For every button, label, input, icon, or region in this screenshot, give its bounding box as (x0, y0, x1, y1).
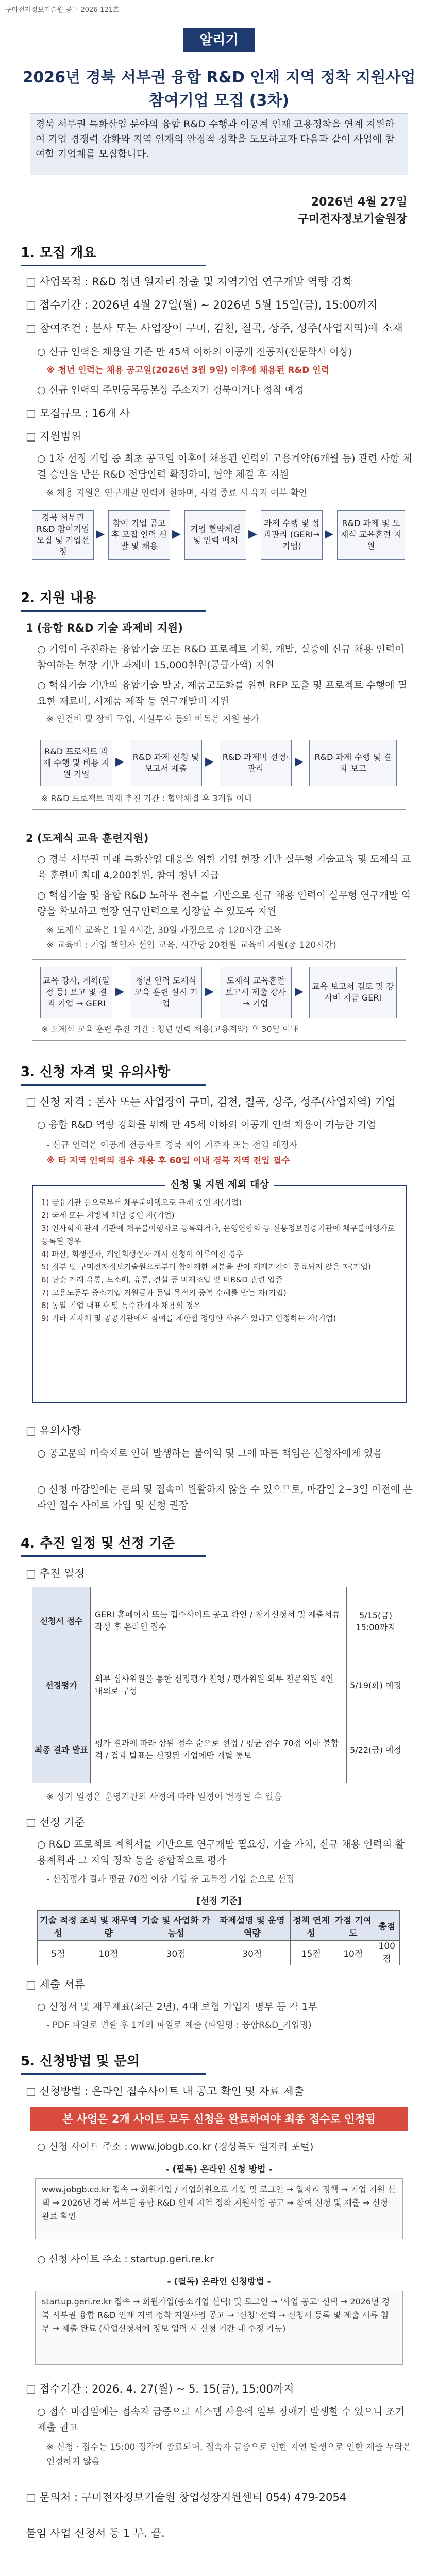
section-1-header (21, 242, 206, 266)
site2-guide-box: startup.geri.re.kr 접속 → 회원가입(중소기업 선택) 및 로그인 → '사업 공고' 선택 → 2026년 경북 서부권 융합 R&D 인재 지역 정착 지원사업 공고 → '신청' 선택 → 신청서 등록 및 제출 서류 첨부 → 제출 완료 (사업신청서에 정보 입력 시 신청 기간 내 수정 가능) (35, 2291, 403, 2365)
criteria-title: 선정 기준 (39, 1816, 85, 1828)
criteria-header: 기술 및 사업화 가능성 (138, 1911, 214, 1941)
schedule-date: 5/15(금) 15:00까지 (347, 1587, 405, 1654)
period-note: 접수 마감일에는 접속자 급증으로 시스템 사용에 일부 장애가 발생할 수 있으니 조기 제출 권고 (37, 2406, 405, 2433)
submit-detail: - PDF 파일로 변환 후 1개의 파일로 제출 (파일명 : 융합R&D_기업명) (46, 2020, 312, 2030)
flow-note: ※ R&D 프로젝트 과제 추진 기간 : 협약체결 후 3개월 이내 (41, 793, 252, 803)
arrow-right-icon: ▶ (96, 528, 105, 540)
flow-step: 도제식 교육훈련 보고서 제출 강사 → 기업 (220, 967, 292, 1018)
criteria-value: 10점 (332, 1941, 374, 1965)
list-item: □ 유의사항 (26, 1425, 81, 1437)
list-item (46, 2019, 413, 2032)
flow-step: 과제 수행 및 성과관리 (GERI→기업) (261, 510, 323, 560)
criteria-text: R&D 프로젝트 계획서를 기반으로 연구개발 필요성, 기술 가치, 신규 채용 인력의 활용계획과 그 지역 정착 등을 종합적으로 평가 (37, 1839, 405, 1866)
notice-banner: 본 사업은 2개 사이트 모두 신청을 완료하여야 최종 접수로 인정됨 (30, 2107, 408, 2131)
flow-step: R&D 프로젝트 과제 수행 및 비용 지원 기업 (40, 740, 112, 786)
flow-step: R&D 과제 신청 및 보고서 제출 (130, 740, 202, 786)
condition-note: ※ 청년 인력는 채용 공고일(2026년 3월 9일) 이후에 채용된 R&D 인력 (46, 365, 330, 376)
scale-text: 모집규모 : 16개 사 (39, 407, 130, 419)
list-item: ○ 핵심기술 및 융합 R&D 노하우 전수를 기반으로 신규 채용 인력이 실무형 연구개발 역량을 확보하고 현장 연구인력으로 성장할 수 있도록 지원 (37, 890, 411, 917)
list-item: □ 접수기간 : 2026년 4월 27일(월) ~ 2026년 5월 15일(금), 15:00까지 (26, 299, 378, 311)
page-subtitle: 참여기업 모집 (3차) (148, 92, 290, 110)
schedule-title: 추진 일정 (39, 1567, 85, 1580)
list-item (46, 713, 413, 726)
arrow-right-icon: ▶ (172, 528, 181, 540)
criteria-header: 과제설명 및 운영 역량 (214, 1911, 290, 1941)
eligibility-rnd: 융합 R&D 역량 강화를 위해 만 45세 이하의 이공계 인력 채용이 가능한 기업 (48, 1119, 376, 1130)
site2-caption: - (필독) 온라인 신청방법 - (167, 2277, 271, 2287)
training-note-1: ※ 도제식 교육은 1일 4시간, 30일 과정으로 총 120시간 교육 (46, 925, 282, 936)
note-2: 신청 마감일에는 문의 및 접속이 원활하지 않을 수 있으므로, 마감일 2~3일 이전에 온라인 접수 사이트 가입 및 신청 권장 (37, 1484, 413, 1511)
schedule-table (32, 1587, 405, 1783)
arrow-right-icon: ▶ (205, 755, 214, 768)
criteria-value: 100점 (374, 1941, 400, 1965)
schedule-date: 5/22(금) 예정 (347, 1716, 405, 1783)
eligibility-major: - 신규 인력은 이공계 전공자로 경북 지역 거주자 또는 전입 예정자 (46, 1140, 298, 1150)
list-item: □ 신청 자격 : 본사 또는 사업장이 구미, 김천, 칠곡, 상주, 성주(사업지역) 기업 (26, 1096, 396, 1108)
criteria-value: 30점 (138, 1941, 214, 1965)
submit-text: 신청서 및 재무제표(최근 2년), 4대 보험 가입자 명부 등 각 1부 (48, 2001, 317, 2012)
flow-step: R&D 과제 수행 및 결과 보고 (309, 740, 397, 786)
training-note-2: ※ 교육비 : 기업 책임자 선임 교육, 시간당 20천원 교육비 지원(총 120시간) (46, 940, 336, 951)
section-5-header (21, 2050, 206, 2075)
list-item: □ 제출 서류 (26, 1978, 85, 1991)
flow-step: 기업 협약체결 및 인력 배치 (184, 510, 246, 560)
list-item: ○ 신청 사이트 주소 : startup.geri.re.kr (37, 2253, 214, 2265)
section-3-header (21, 1061, 206, 1086)
site1-link[interactable]: 신청 사이트 주소 : www.jobgb.co.kr (경상북도 일자리 포털) (48, 2141, 314, 2153)
schedule-desc: GERI 홈페이지 또는 접수사이트 공고 확인 / 참가신청서 및 제출서류 작성 후 온라인 접수 (91, 1587, 347, 1654)
arrow-right-icon: ▶ (295, 985, 304, 998)
schedule-step: 선정평가 (32, 1654, 91, 1716)
training-support-detail: 핵심기술 및 융합 R&D 노하우 전수를 기반으로 신규 채용 인력이 실무형 연구개발 역량을 확보하고 현장 연구인력으로 성장할 수 있도록 지원 (37, 890, 411, 917)
criteria-header: 정책 연계성 (290, 1911, 332, 1941)
table-row (32, 1654, 405, 1716)
flow-step: 교육 강사, 계획(일정 등) 보고 및 결과 기업 → GERI (40, 967, 112, 1018)
list-item: 6) 단순 거래 유통, 도소매, 유통, 건설 등 비제조업 및 비R&D 관련 업종 (41, 1275, 283, 1284)
flow-step: 교육 보고서 검토 및 강사비 지급 GERI (309, 967, 397, 1018)
support-scope: 지원범위 (39, 430, 81, 443)
list-item: ○ 융합 R&D 역량 강화를 위해 만 45세 이하의 이공계 인력 채용이 가능한 기업 (37, 1119, 376, 1130)
criteria-header: 기술 적정성 (38, 1911, 79, 1941)
submit-title: 제출 서류 (39, 1978, 85, 1991)
list-item (46, 486, 413, 500)
purpose-text: 사업목적 : R&D 청년 일자리 창출 및 지역기업 연구개발 역량 강화 (39, 276, 353, 288)
arrow-right-icon: ▶ (115, 985, 124, 998)
criteria-header: 조직 및 재무역량 (79, 1911, 138, 1941)
eligibility-text: 신청 자격 : 본사 또는 사업장이 구미, 김천, 칠곡, 상주, 성주(사업지역) 기업 (39, 1096, 396, 1108)
list-item: ○ 신청서 및 재무제표(최근 2년), 4대 보험 가입자 명부 등 각 1부 (37, 2001, 317, 2012)
subsection-title: 2 (도제식 교육 훈련지원) (26, 832, 149, 844)
flow-note: ※ 도제식 교육 훈련 추진 기간 : 청년 인력 채용(고용계약) 후 30일 이내 (41, 1024, 299, 1034)
announcement-number: 구미전자정보기술원 공고 2026-121호 (5, 6, 120, 14)
section-2-title: 2. 지원 내용 (21, 590, 96, 606)
eligibility-note: ※ 타 지역 인력의 경우 채용 후 60일 이내 경북 지역 전입 필수 (46, 1156, 290, 1166)
exclusion-box (32, 1179, 407, 1403)
list-item: □ 지원범위 (26, 430, 81, 443)
list-item: ○ R&D 프로젝트 계획서를 기반으로 연구개발 필요성, 기술 가치, 신규 채용 인력의 활용계획과 그 지역 정착 등을 종합적으로 평가 (37, 1839, 405, 1866)
list-item (46, 2440, 413, 2469)
list-item: ○ 신규 인력은 채용일 기준 만 45세 이하의 이공계 전공자(전문학사 이상) (37, 346, 352, 358)
list-item: ○ 공고문의 미숙지로 인해 발생하는 불이익 및 그에 따른 책임은 신청자에게 있음 (37, 1448, 383, 1459)
announcing-organization: 구미전자정보기술원장 (297, 213, 407, 226)
criteria-table (37, 1910, 400, 1965)
page-title: 2026년 경북 서부권 융합 R&D 인재 지역 정착 지원사업 (22, 69, 416, 87)
section-3-title: 3. 신청 자격 및 유의사항 (21, 1064, 171, 1080)
list-item: 9) 기타 지자체 및 공공기관에서 참여를 제한할 정당한 사유가 있다고 인정하는 자(기업) (41, 1314, 336, 1323)
arrow-right-icon: ▶ (325, 528, 333, 540)
subsection-title: 1 (융합 R&D 기술 과제비 지원) (26, 622, 183, 634)
support-scope-note: ※ 채용 지원은 연구개발 인력에 한하며, 사업 종료 시 유지 여부 확인 (46, 488, 308, 498)
list-item (46, 1154, 413, 1168)
method-text: 신청방법 : 온라인 접수사이트 내 공고 확인 및 자료 제출 (39, 2085, 304, 2097)
section-5-title: 5. 신청방법 및 문의 (21, 2054, 140, 2069)
condition-age: 신규 인력은 채용일 기준 만 45세 이하의 이공계 전공자(전문학사 이상) (48, 346, 352, 358)
list-item: □ 참여조건 : 본사 또는 사업장이 구미, 김천, 칠곡, 상주, 성주(사업지역)에 소재 (26, 322, 403, 334)
list-item: ○ 경북 서부권 미래 특화산업 대응을 위한 기업 현장 기반 실무형 기술교육 및 도제식 교육 훈련비 최대 4,200천원, 참여 청년 지급 (37, 854, 411, 881)
table-row (38, 1911, 400, 1941)
flow-step: R&D 과제 및 도제식 교육훈련 지원 (337, 510, 405, 560)
table-row (32, 1587, 405, 1654)
site1-caption: - (필독) 온라인 신청 방법 - (165, 2164, 273, 2175)
list-item: 7) 고용노동부 중소기업 지원금과 동일 목적의 중복 수혜를 받는 자(기업) (41, 1288, 287, 1297)
arrow-right-icon: ▶ (248, 528, 257, 540)
schedule-desc: 외부 심사위원을 통한 선정평가 진행 / 평가위원 외부 전문위원 4인 내외로 구성 (91, 1654, 347, 1716)
list-item: □ 모집규모 : 16개 사 (26, 407, 130, 419)
criteria-value: 30점 (214, 1941, 290, 1965)
exclusion-list (41, 1196, 398, 1325)
criteria-value: 10점 (79, 1941, 138, 1965)
list-item: ○ 접수 마감일에는 접속자 급증으로 시스템 사용에 일부 장애가 발생할 수 있으니 조기 제출 권고 (37, 2406, 405, 2433)
criteria-header: 총점 (374, 1911, 400, 1941)
section-4-header (21, 1533, 206, 1557)
list-item (46, 1139, 413, 1153)
criteria-detail: - 선정평가 결과 평균 70점 이상 기업 중 고득점 기업 순으로 선정 (46, 1874, 295, 1885)
intro-box: 경북 서부권 특화산업 분야의 융합 R&D 수행과 이공계 인재 고용정착을 연계 지원하여 기업 경쟁력 강화와 지역 인재의 안정적 정착을 도모하고자 다음과 같이 사업에 참여할 기업체를 모집합니다. (30, 113, 408, 175)
exclusion-box-title-wrap (33, 1177, 406, 1191)
flow-step: R&D 과제비 선정·관리 (220, 740, 292, 786)
rnd-support-detail: 핵심기술 기반의 융합기술 발굴, 제품고도화를 위한 RFP 도출 및 프로젝트 수행에 필요한 재료비, 시제품 제작 등 연구개발비 지원 (37, 680, 408, 707)
list-item: ○ 신청 사이트 주소 : www.jobgb.co.kr (경상북도 일자리 포털) (37, 2141, 314, 2153)
attachment-text: 붙임 사업 신청서 등 1 부. 끝. (26, 2527, 165, 2539)
list-item: □ 사업목적 : R&D 청년 일자리 창출 및 지역기업 연구개발 역량 강화 (26, 276, 353, 288)
list-item (46, 924, 413, 938)
list-item: 5) 정부 및 구미전자정보기술원으로부터 참여제한 처분을 받아 제재기간이 종료되지 않은 자(기업) (41, 1262, 371, 1272)
list-item: □ 접수기간 : 2026. 4. 27(월) ~ 5. 15(금), 15:00까지 (26, 2383, 294, 2395)
arrow-right-icon: ▶ (205, 985, 214, 998)
flow-step: 청년 인력 도제식 교육 훈련 실시 기업 (130, 967, 202, 1018)
notice-badge: 알리기 (183, 28, 255, 52)
list-item: ○ 기업이 추진하는 융합기술 또는 R&D 프로젝트 기획, 개발, 실증에 신규 채용 인력이 참여하는 현장 기반 과제비 15,000천원(공급가액) 지원 (37, 643, 405, 671)
rnd-support-note: ※ 인건비 및 장비 구입, 시설투자 등의 비목은 지원 불가 (46, 714, 260, 724)
rnd-support-text: 기업이 추진하는 융합기술 또는 R&D 프로젝트 기획, 개발, 실증에 신규 채용 인력이 참여하는 현장 기반 과제비 15,000천원(공급가액) 지원 (37, 643, 405, 671)
contact-text: 문의처 : 구미전자정보기술원 창업성장지원센터 054) 479-2054 (39, 2491, 347, 2503)
schedule-step: 신청서 접수 (32, 1587, 91, 1654)
list-item: □ 신청방법 : 온라인 접수사이트 내 공고 확인 및 자료 제출 (26, 2085, 304, 2097)
exclusion-box-title: 신청 및 지원 제외 대상 (165, 1179, 274, 1190)
list-item: ○ 신청 마감일에는 문의 및 접속이 원활하지 않을 수 있으므로, 마감일 2~3일 이전에 온라인 접수 사이트 가입 및 신청 권장 (37, 1484, 413, 1511)
note-1: 공고문의 미숙지로 인해 발생하는 불이익 및 그에 따른 책임은 신청자에게 있음 (48, 1448, 383, 1459)
criteria-header: 가점 기여도 (332, 1911, 374, 1941)
schedule-step: 최종 결과 발표 (32, 1716, 91, 1783)
site2-link[interactable]: 신청 사이트 주소 : startup.geri.re.kr (48, 2253, 214, 2265)
list-item: □ 문의처 : 구미전자정보기술원 창업성장지원센터 054) 479-2054 (26, 2491, 347, 2503)
list-item: ○ 핵심기술 기반의 융합기술 발굴, 제품고도화를 위한 RFP 도출 및 프로젝트 수행에 필요한 재료비, 시제품 제작 등 연구개발비 지원 (37, 680, 408, 707)
arrow-right-icon: ▶ (115, 755, 124, 768)
arrow-right-icon: ▶ (295, 755, 304, 768)
training-support-text: 경북 서부권 미래 특화산업 대응을 위한 기업 현장 기반 실무형 기술교육 및 도제식 교육 훈련비 최대 4,200천원, 참여 청년 지급 (37, 854, 411, 881)
criteria-table-title: [선정 기준] (196, 1896, 242, 1906)
schedule-date: 5/19(화) 예정 (347, 1654, 405, 1716)
schedule-desc: 평가 결과에 따라 상위 점수 순으로 선정 / 평균 점수 70점 이하 불합격 / 결과 발표는 선정된 기업에만 개별 통보 (91, 1716, 347, 1783)
schedule-note: ※ 상기 일정은 운영기관의 사정에 따라 일정이 변경될 수 있음 (46, 1792, 282, 1802)
section-4-title: 4. 추진 일정 및 선정 기준 (21, 1536, 175, 1551)
flow-step: 경북 서부권 R&D 참여기업 모집 및 기업선정 (32, 510, 94, 560)
section-2-header (21, 587, 206, 612)
period-text: 접수기간 : 2026년 4월 27일(월) ~ 2026년 5월 15일(금), 15:00까지 (39, 299, 378, 311)
table-row (38, 1941, 400, 1965)
table-row (32, 1716, 405, 1783)
site1-guide-box: www.jobgb.co.kr 접속 → 회원가입 / 기업회원으로 가입 및 로그인 → 일자리 정책 → 기업 지원 선택 → 2026년 경북 서부권 융합 R&D 인재 지역 정착 지원사업 공고 → 참여 신청 및 제출 → 신청 완료 확인 (35, 2178, 403, 2239)
criteria-value: 15점 (290, 1941, 332, 1965)
list-item (46, 939, 413, 953)
period-text-2: 접수기간 : 2026. 4. 27(월) ~ 5. 15(금), 15:00까지 (39, 2383, 294, 2395)
criteria-value: 5점 (38, 1941, 79, 1965)
period-note-2: ※ 신청 · 접수는 15:00 정각에 종료되며, 접속자 급증으로 인한 지연 발생으로 인한 제출 누락은 인정하지 않음 (46, 2442, 412, 2467)
notes-title: 유의사항 (39, 1425, 81, 1437)
attachment-line (26, 2524, 413, 2542)
list-item: ○ 신규 인력의 주민등록등본상 주소지가 경북이거나 정착 예정 (37, 384, 304, 396)
flow-step: 참여 기업 공고 후 모집 인력 선발 및 채용 (108, 510, 170, 560)
condition-address: 신규 인력의 주민등록등본상 주소지가 경북이거나 정착 예정 (48, 384, 304, 396)
list-item: □ 추진 일정 (26, 1567, 85, 1580)
list-item: 4) 파산, 회생절차, 개인회생절차 개시 신청이 이루어진 경우 (41, 1249, 243, 1259)
list-item: □ 선정 기준 (26, 1816, 85, 1828)
list-item (46, 1873, 413, 1887)
list-item: 2) 국세 또는 지방세 체납 중인 자(기업) (41, 1211, 175, 1220)
announcement-date: 2026년 4월 27일 (311, 196, 407, 209)
list-item: ○ 1차 선정 기업 중 최초 공고일 이후에 채용된 인력의 고용계약(6개월 등) 관련 사항 체결 승인을 받은 R&D 전담인력 확정하며, 협약 체결 후 지원 (37, 453, 412, 480)
section-1-title: 1. 모집 개요 (21, 245, 96, 261)
list-item (46, 364, 413, 378)
list-item: 1) 금융기관 등으로부터 채무불이행으로 규제 중인 자(기업) (41, 1198, 242, 1207)
condition-text: 참여조건 : 본사 또는 사업장이 구미, 김천, 칠곡, 상주, 성주(사업지역)에 소재 (39, 322, 403, 334)
list-item: 8) 동일 기업 대표자 및 특수관계자 채용의 경우 (41, 1301, 201, 1310)
support-scope-detail: 1차 선정 기업 중 최초 공고일 이후에 채용된 인력의 고용계약(6개월 등) 관련 사항 체결 승인을 받은 R&D 전담인력 확정하며, 협약 체결 후 지원 (37, 453, 412, 480)
list-item: 3) 인사회계 관계 기관에 채무불이행자로 등록되거나, 은행연합회 등 신용정보집중기관에 채무불이행자로 등록된 경우 (41, 1224, 395, 1246)
